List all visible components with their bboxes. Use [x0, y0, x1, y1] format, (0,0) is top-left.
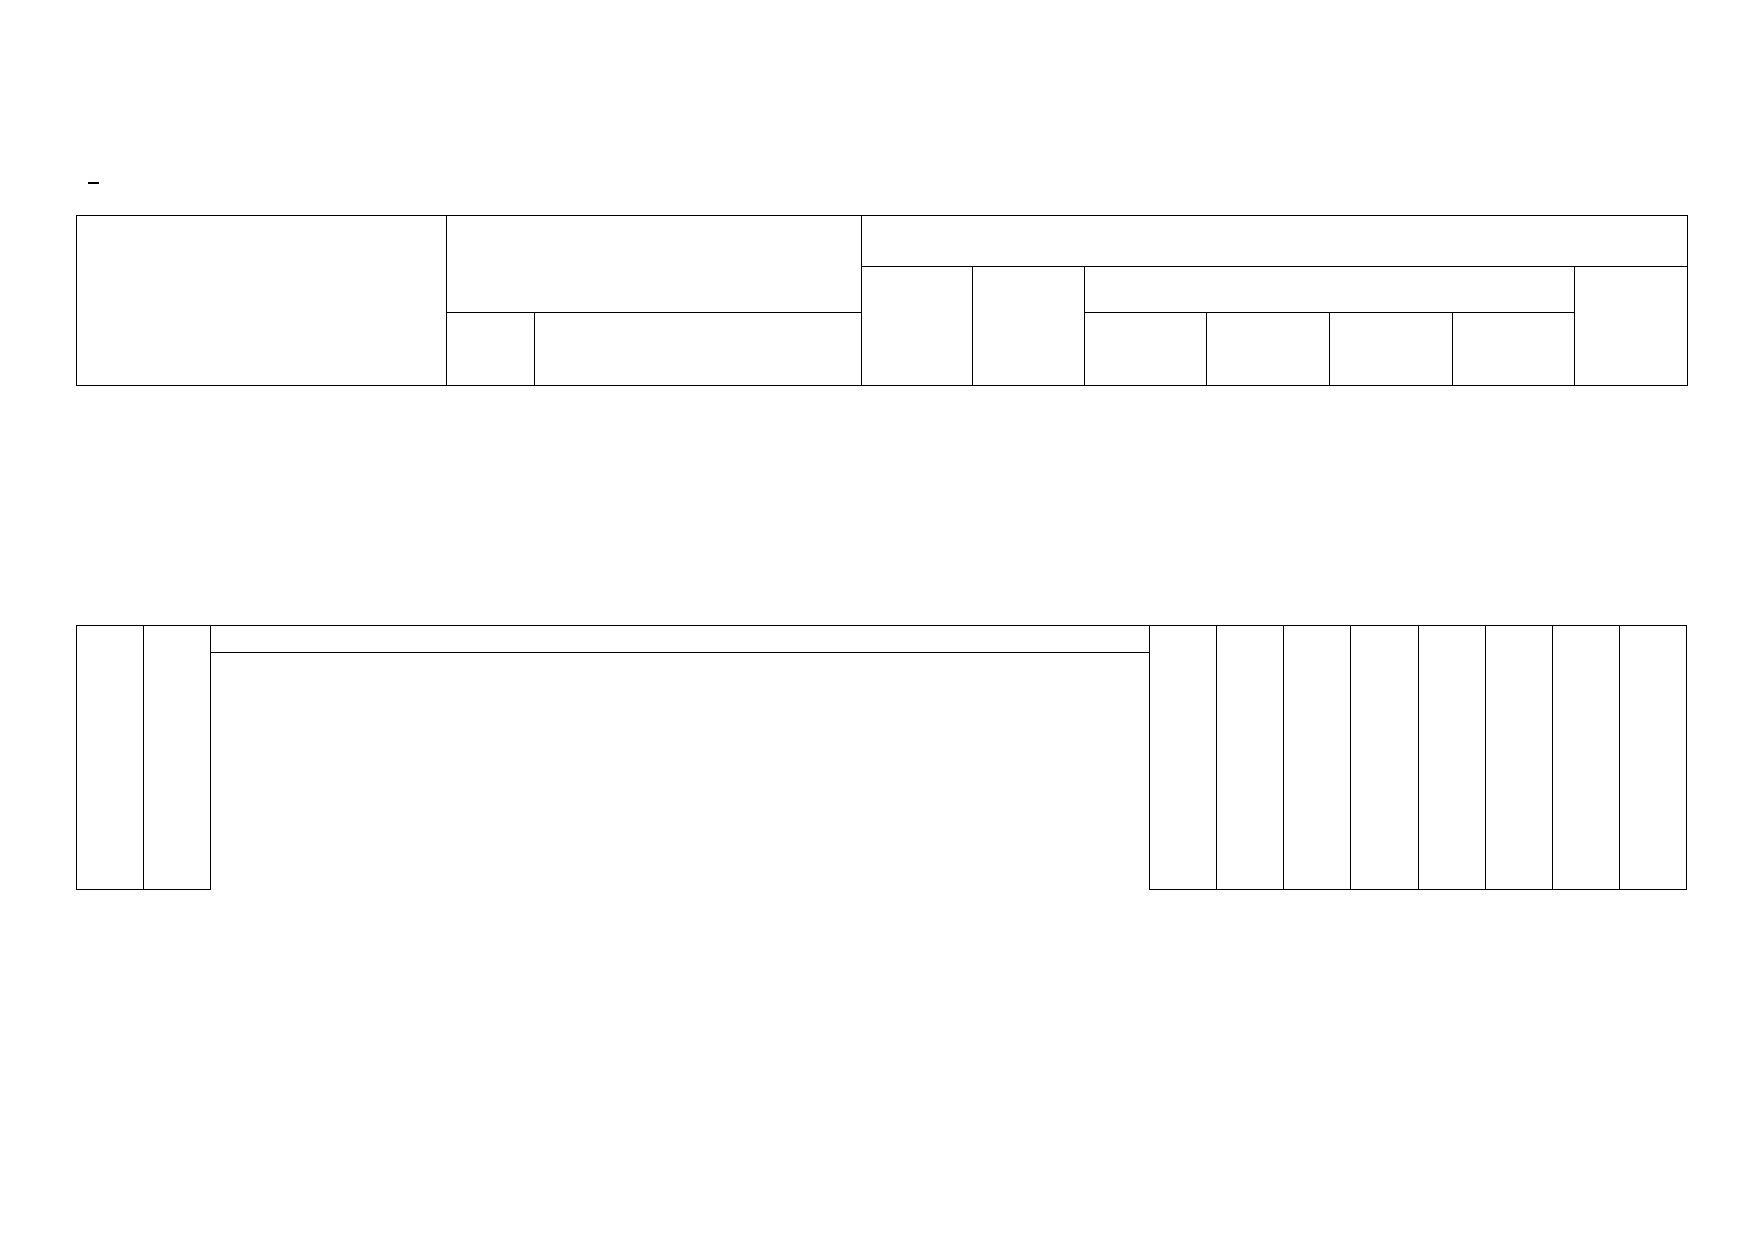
- header-extra-8: [1619, 626, 1686, 890]
- header-name: [77, 216, 447, 386]
- header-extra-2: [1217, 626, 1284, 890]
- header-subclass-3-2: [1207, 313, 1330, 386]
- header-extra-4: [1351, 626, 1418, 890]
- header-extra-6: [1485, 626, 1552, 890]
- header-extra-1: [1150, 626, 1217, 890]
- header-class3: [1085, 267, 1575, 313]
- organization-line: [88, 160, 99, 186]
- header-extra-7: [1552, 626, 1619, 890]
- header-profession: [144, 626, 211, 890]
- header-class2: [973, 267, 1085, 386]
- header-subclass-3-3: [1330, 313, 1453, 386]
- header-assessed: [535, 313, 862, 386]
- header-count-group: [447, 216, 862, 313]
- header-class1: [862, 267, 973, 386]
- header-workplace-id: [77, 626, 144, 890]
- header-subclass-3-1: [1085, 313, 1207, 386]
- workplace-table: [76, 625, 1687, 890]
- summary-table: [76, 215, 1688, 386]
- header-total: [447, 313, 535, 386]
- header-extra-3: [1284, 626, 1351, 890]
- header-extra-5: [1418, 626, 1485, 890]
- header-class4: [1575, 267, 1688, 386]
- organization-name: [88, 160, 99, 185]
- header-classes-group: [862, 216, 1688, 267]
- header-subclass-3-4: [1453, 313, 1575, 386]
- header-classes-group: [211, 626, 1150, 653]
